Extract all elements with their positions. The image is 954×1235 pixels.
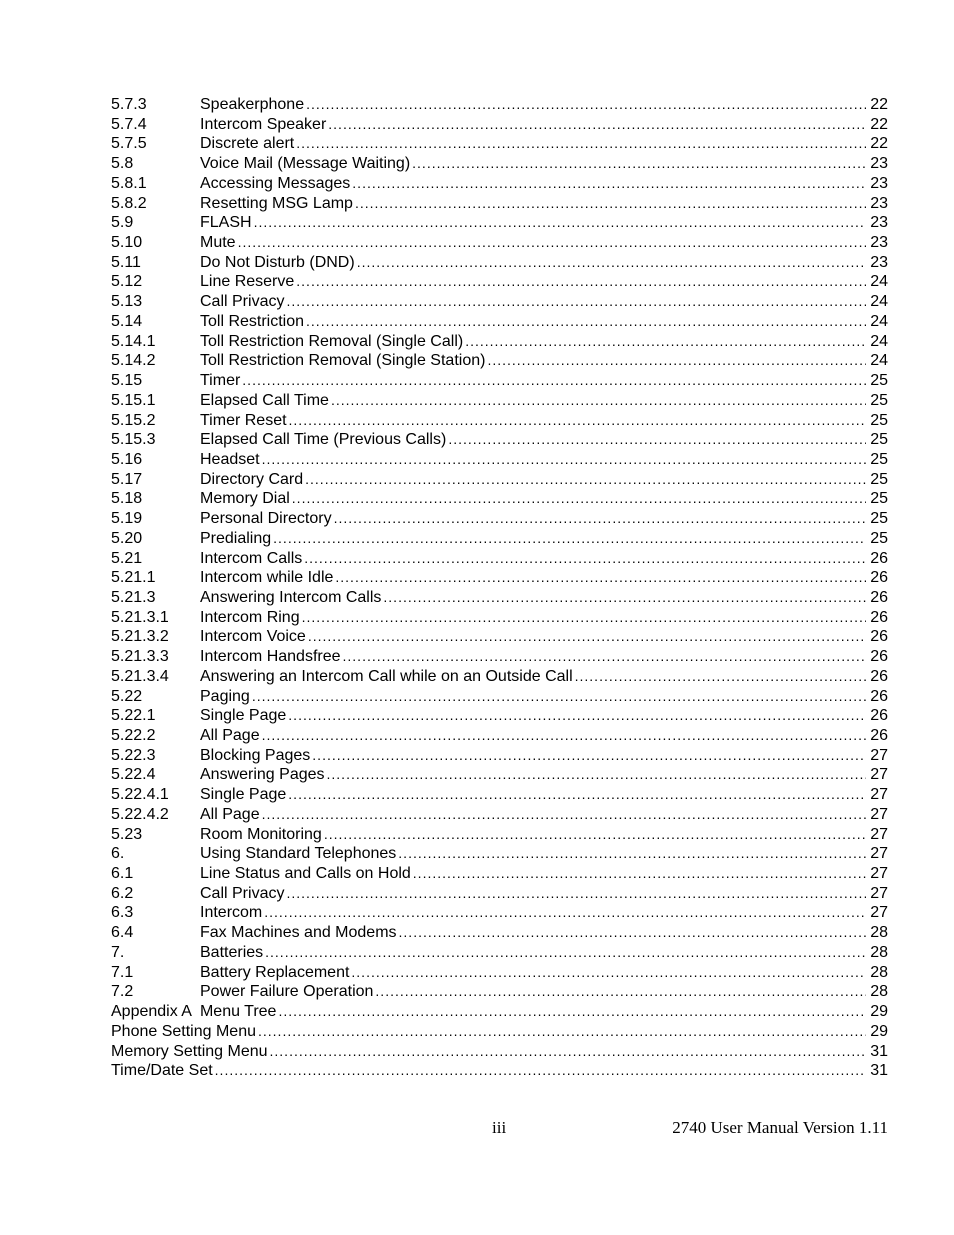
toc-entry-title: Appendix A Menu Tree	[111, 1003, 277, 1021]
toc-dot-leader	[262, 726, 867, 746]
toc-entry-number: 5.7.5	[111, 135, 147, 153]
toc-entry-number: 5.22.4	[111, 766, 156, 784]
toc-entry-title: Timer	[200, 372, 241, 390]
toc-entry-page: 31	[870, 1042, 888, 1060]
toc-dot-leader	[328, 115, 866, 135]
toc-entry-page: 23	[870, 174, 888, 192]
toc-entry-title: Phone Setting Menu	[111, 1022, 256, 1040]
toc-entry-page: 28	[870, 983, 888, 1001]
toc-entry-title: Room Monitoring	[200, 825, 322, 843]
toc-entry-number: 5.22.4.1	[111, 786, 169, 804]
toc-entry-page: 24	[870, 273, 888, 291]
toc-entry-title: Call Privacy	[200, 293, 285, 311]
toc-entry-number: 5.15.1	[111, 391, 156, 409]
toc-dot-leader	[286, 292, 866, 312]
toc-entry-title: FLASH	[200, 214, 252, 232]
toc-dot-leader	[355, 194, 866, 214]
toc-entry-number: 6.1	[111, 865, 134, 883]
toc-entry-number: 5.21.1	[111, 569, 156, 587]
toc-entry[interactable]	[111, 588, 888, 608]
toc-entry-title: Time/Date Set	[111, 1062, 213, 1080]
toc-entry[interactable]	[111, 923, 888, 943]
toc-dot-leader	[273, 529, 866, 549]
toc-entry[interactable]	[111, 627, 888, 647]
toc-dot-leader	[324, 825, 866, 845]
toc-entry-number: 5.21.3.2	[111, 628, 169, 646]
toc-entry-number: 5.14.2	[111, 352, 156, 370]
toc-entry-number: 5.14.1	[111, 332, 156, 350]
toc-entry[interactable]	[111, 706, 888, 726]
toc-entry[interactable]	[111, 903, 888, 923]
toc-entry-page: 26	[870, 569, 888, 587]
toc-entry[interactable]	[111, 1002, 888, 1022]
table-of-contents	[111, 95, 888, 1081]
toc-entry-number: 7.2	[111, 983, 134, 1001]
toc-entry-title: Paging	[200, 687, 250, 705]
toc-entry-title: Using Standard Telephones	[200, 845, 397, 863]
toc-entry[interactable]	[111, 864, 888, 884]
toc-dot-leader	[296, 134, 866, 154]
toc-dot-leader	[265, 943, 866, 963]
toc-entry-page: 25	[870, 411, 888, 429]
toc-entry-number: 6.	[111, 845, 125, 863]
toc-entry-page: 23	[870, 234, 888, 252]
toc-dot-leader	[286, 884, 866, 904]
toc-entry-page: 23	[870, 194, 888, 212]
toc-entry-number: 5.8.2	[111, 194, 147, 212]
toc-dot-leader	[331, 391, 866, 411]
toc-entry-title: Batteries	[200, 943, 264, 961]
toc-dot-leader	[351, 963, 866, 983]
toc-entry-number: 6.3	[111, 904, 134, 922]
toc-entry[interactable]	[111, 785, 888, 805]
toc-dot-leader	[357, 253, 867, 273]
toc-dot-leader	[398, 844, 866, 864]
toc-entry[interactable]	[111, 1042, 888, 1062]
toc-entry-number: 5.22	[111, 687, 143, 705]
toc-entry-number: 5.8	[111, 155, 134, 173]
toc-entry-page: 23	[870, 253, 888, 271]
toc-entry-title: Intercom	[200, 904, 263, 922]
toc-entry-title: Intercom Calls	[200, 549, 303, 567]
toc-entry[interactable]	[111, 430, 888, 450]
toc-entry[interactable]	[111, 115, 888, 135]
toc-entry[interactable]	[111, 529, 888, 549]
toc-entry-title: Elapsed Call Time	[200, 391, 329, 409]
toc-entry-title: Discrete alert	[200, 135, 295, 153]
footer-page-number: iii	[492, 1118, 507, 1137]
toc-entry[interactable]	[111, 568, 888, 588]
toc-dot-leader	[270, 1042, 867, 1062]
toc-dot-leader	[242, 371, 866, 391]
toc-entry-page: 31	[870, 1062, 888, 1080]
toc-entry-page: 27	[870, 904, 888, 922]
toc-entry-number: 5.20	[111, 529, 143, 547]
toc-dot-leader	[306, 95, 866, 115]
toc-entry-title: All Page	[200, 727, 260, 744]
toc-entry-number: 5.7.4	[111, 115, 147, 133]
toc-entry[interactable]	[111, 292, 888, 312]
toc-entry[interactable]	[111, 1061, 888, 1081]
toc-entry[interactable]	[111, 154, 888, 174]
toc-entry-page: 26	[870, 648, 888, 666]
toc-entry[interactable]	[111, 982, 888, 1002]
toc-entry-number: 5.22.3	[111, 746, 156, 764]
toc-entry[interactable]	[111, 726, 888, 746]
toc-entry-page: 25	[870, 510, 888, 528]
toc-entry-number: 5.12	[111, 273, 143, 291]
toc-entry-number: 5.15.3	[111, 431, 156, 449]
toc-entry-title: Resetting MSG Lamp	[200, 194, 353, 212]
toc-entry-page: 26	[870, 549, 888, 567]
toc-entry-title: Elapsed Call Time (Previous Calls)	[200, 431, 447, 449]
toc-entry-number: 5.22.2	[111, 727, 156, 744]
toc-dot-leader	[215, 1061, 867, 1081]
toc-entry-title: Single Page	[200, 786, 287, 804]
toc-dot-leader	[343, 647, 867, 667]
toc-entry[interactable]	[111, 943, 888, 963]
toc-dot-leader	[575, 667, 867, 687]
toc-entry[interactable]	[111, 371, 888, 391]
toc-dot-leader	[413, 864, 866, 884]
toc-entry-title: Power Failure Operation	[200, 983, 374, 1001]
toc-entry-title: Call Privacy	[200, 884, 285, 902]
toc-entry[interactable]	[111, 174, 888, 194]
toc-entry[interactable]	[111, 647, 888, 667]
toc-entry-number: 5.21.3.4	[111, 667, 169, 685]
toc-dot-leader	[305, 470, 866, 490]
toc-entry-title: All Page	[200, 805, 260, 823]
toc-entry[interactable]	[111, 253, 888, 273]
toc-entry-page: 27	[870, 746, 888, 764]
toc-entry[interactable]	[111, 194, 888, 214]
toc-entry[interactable]	[111, 489, 888, 509]
toc-dot-leader	[292, 489, 866, 509]
toc-entry-page: 25	[870, 372, 888, 390]
toc-entry-page: 22	[870, 135, 888, 153]
toc-entry-page: 23	[870, 155, 888, 173]
toc-entry-number: 5.14	[111, 312, 143, 330]
toc-entry-title: Do Not Disturb (DND)	[200, 253, 355, 271]
toc-dot-leader	[288, 785, 866, 805]
toc-entry-title: Mute	[200, 234, 236, 252]
toc-entry-page: 24	[870, 352, 888, 370]
toc-entry-page: 27	[870, 786, 888, 804]
toc-entry[interactable]	[111, 332, 888, 352]
toc-entry-title: Answering an Intercom Call while on an Outside Call	[200, 667, 573, 685]
toc-entry-title: Blocking Pages	[200, 746, 311, 764]
toc-entry-number: 5.11	[111, 253, 141, 271]
toc-entry-title: Intercom Ring	[200, 608, 300, 626]
toc-entry-number: 7.	[111, 943, 125, 961]
toc-dot-leader	[383, 588, 866, 608]
toc-dot-leader	[465, 332, 866, 352]
toc-entry-page: 26	[870, 667, 888, 685]
toc-entry-page: 27	[870, 845, 888, 863]
toc-entry-number: 5.17	[111, 470, 143, 488]
toc-entry[interactable]	[111, 470, 888, 490]
toc-entry[interactable]	[111, 844, 888, 864]
toc-entry-number: 5.7.3	[111, 96, 147, 113]
toc-entry-title: Memory Setting Menu	[111, 1042, 268, 1060]
toc-dot-leader	[238, 233, 867, 253]
toc-entry[interactable]	[111, 687, 888, 707]
toc-entry-page: 26	[870, 588, 888, 606]
toc-entry-page: 27	[870, 805, 888, 823]
toc-entry-number: 5.21.3.3	[111, 648, 169, 666]
toc-entry-title: Voice Mail (Message Waiting)	[200, 155, 411, 173]
toc-entry-number: 6.4	[111, 924, 134, 942]
toc-entry[interactable]	[111, 549, 888, 569]
toc-entry-title: Toll Restriction	[200, 312, 305, 330]
toc-entry-number: 5.19	[111, 510, 143, 528]
toc-entry-page: 22	[870, 96, 888, 113]
toc-entry-title: Line Reserve	[200, 273, 295, 291]
toc-entry-title: Accessing Messages	[200, 174, 351, 192]
toc-entry[interactable]	[111, 746, 888, 766]
toc-entry-page: 24	[870, 312, 888, 330]
toc-entry-page: 28	[870, 963, 888, 981]
toc-entry[interactable]	[111, 1022, 888, 1042]
toc-entry[interactable]	[111, 805, 888, 825]
toc-entry-title: Intercom Voice	[200, 628, 306, 646]
toc-entry-number: 5.21.3.1	[111, 608, 169, 626]
toc-entry-page: 29	[870, 1003, 888, 1021]
toc-entry-title: Intercom Speaker	[200, 115, 327, 133]
toc-entry[interactable]	[111, 608, 888, 628]
toc-entry-page: 25	[870, 450, 888, 468]
toc-entry[interactable]	[111, 825, 888, 845]
toc-entry-number: 5.22.4.2	[111, 805, 169, 823]
toc-entry[interactable]	[111, 391, 888, 411]
toc-entry-page: 25	[870, 490, 888, 508]
toc-entry[interactable]	[111, 411, 888, 431]
toc-entry-number: 5.18	[111, 490, 143, 508]
toc-entry-page: 22	[870, 115, 888, 133]
toc-entry-title: Intercom Handsfree	[200, 648, 341, 666]
toc-entry-title: Answering Intercom Calls	[200, 588, 382, 606]
toc-dot-leader	[258, 1022, 866, 1042]
toc-entry[interactable]	[111, 509, 888, 529]
toc-dot-leader	[334, 509, 867, 529]
toc-entry-page: 27	[870, 884, 888, 902]
toc-dot-leader	[288, 706, 866, 726]
toc-entry[interactable]	[111, 95, 888, 115]
toc-dot-leader	[252, 687, 866, 707]
toc-entry[interactable]	[111, 233, 888, 253]
toc-entry-page: 26	[870, 628, 888, 646]
toc-entry-page: 26	[870, 707, 888, 725]
toc-entry-title: Directory Card	[200, 470, 304, 488]
toc-dot-leader	[278, 1002, 866, 1022]
toc-entry-page: 27	[870, 865, 888, 883]
toc-entry-number: 5.21.3	[111, 588, 156, 606]
toc-entry[interactable]	[111, 450, 888, 470]
toc-entry-title: Predialing	[200, 529, 272, 547]
toc-entry-page: 27	[870, 825, 888, 843]
toc-entry-title: Timer Reset	[200, 411, 287, 429]
toc-dot-leader	[264, 903, 866, 923]
toc-entry-number: 5.13	[111, 293, 143, 311]
toc-entry-number: 5.22.1	[111, 707, 156, 725]
toc-entry-page: 25	[870, 391, 888, 409]
toc-entry[interactable]	[111, 765, 888, 785]
toc-entry-title: Line Status and Calls on Hold	[200, 865, 411, 883]
toc-entry[interactable]	[111, 963, 888, 983]
toc-entry-page: 26	[870, 608, 888, 626]
toc-entry-number: 5.9	[111, 214, 134, 232]
toc-entry-title: Battery Replacement	[200, 963, 350, 981]
footer-document-title: 2740 User Manual Version 1.11	[672, 1118, 888, 1137]
toc-entry-page: 26	[870, 727, 888, 744]
toc-dot-leader	[306, 312, 866, 332]
toc-dot-leader	[448, 430, 866, 450]
toc-entry-title: Toll Restriction Removal (Single Call)	[200, 332, 464, 350]
toc-entry-title: Speakerphone	[200, 96, 305, 113]
toc-dot-leader	[254, 213, 867, 233]
toc-entry-page: 29	[870, 1022, 888, 1040]
toc-entry-number: 5.16	[111, 450, 143, 468]
toc-entry-title: Intercom while Idle	[200, 569, 334, 587]
toc-entry-number: 5.8.1	[111, 174, 147, 192]
toc-dot-leader	[335, 568, 866, 588]
toc-entry-number: 5.23	[111, 825, 143, 843]
toc-entry-page: 24	[870, 293, 888, 311]
toc-entry[interactable]	[111, 213, 888, 233]
toc-entry-page: 25	[870, 431, 888, 449]
toc-entry[interactable]	[111, 134, 888, 154]
toc-dot-leader	[308, 627, 866, 647]
toc-entry-page: 23	[870, 214, 888, 232]
toc-entry-page: 25	[870, 529, 888, 547]
toc-entry[interactable]	[111, 351, 888, 371]
toc-dot-leader	[327, 765, 867, 785]
toc-dot-leader	[412, 154, 866, 174]
toc-dot-leader	[304, 549, 866, 569]
toc-entry-page: 27	[870, 766, 888, 784]
toc-entry-title: Headset	[200, 450, 260, 468]
toc-entry-page: 26	[870, 687, 888, 705]
toc-entry[interactable]	[111, 272, 888, 292]
toc-entry-title: Memory Dial	[200, 490, 290, 508]
toc-dot-leader	[262, 450, 867, 470]
toc-entry-title: Fax Machines and Modems	[200, 924, 397, 942]
toc-dot-leader	[312, 746, 866, 766]
toc-dot-leader	[487, 351, 866, 371]
toc-dot-leader	[375, 982, 866, 1002]
toc-entry-title: Toll Restriction Removal (Single Station)	[200, 352, 486, 370]
toc-dot-leader	[352, 174, 866, 194]
toc-entry-page: 24	[870, 332, 888, 350]
toc-entry-number: 5.15	[111, 372, 143, 390]
toc-entry[interactable]	[111, 667, 888, 687]
toc-entry-title: Answering Pages	[200, 766, 325, 784]
toc-entry-page: 28	[870, 924, 888, 942]
toc-dot-leader	[289, 411, 867, 431]
toc-entry-number: 5.10	[111, 234, 143, 252]
toc-dot-leader	[296, 272, 866, 292]
toc-entry-number: 7.1	[111, 963, 134, 981]
toc-dot-leader	[399, 923, 867, 943]
toc-entry-page: 25	[870, 470, 888, 488]
toc-dot-leader	[302, 608, 867, 628]
toc-entry-number: 5.15.2	[111, 411, 156, 429]
toc-entry-page: 28	[870, 943, 888, 961]
toc-entry-number: 5.21	[111, 549, 143, 567]
toc-entry-title: Personal Directory	[200, 510, 332, 528]
toc-entry-title: Single Page	[200, 707, 287, 725]
toc-entry[interactable]	[111, 884, 888, 904]
toc-entry-number: 6.2	[111, 884, 134, 902]
toc-entry[interactable]	[111, 312, 888, 332]
toc-dot-leader	[262, 805, 867, 825]
